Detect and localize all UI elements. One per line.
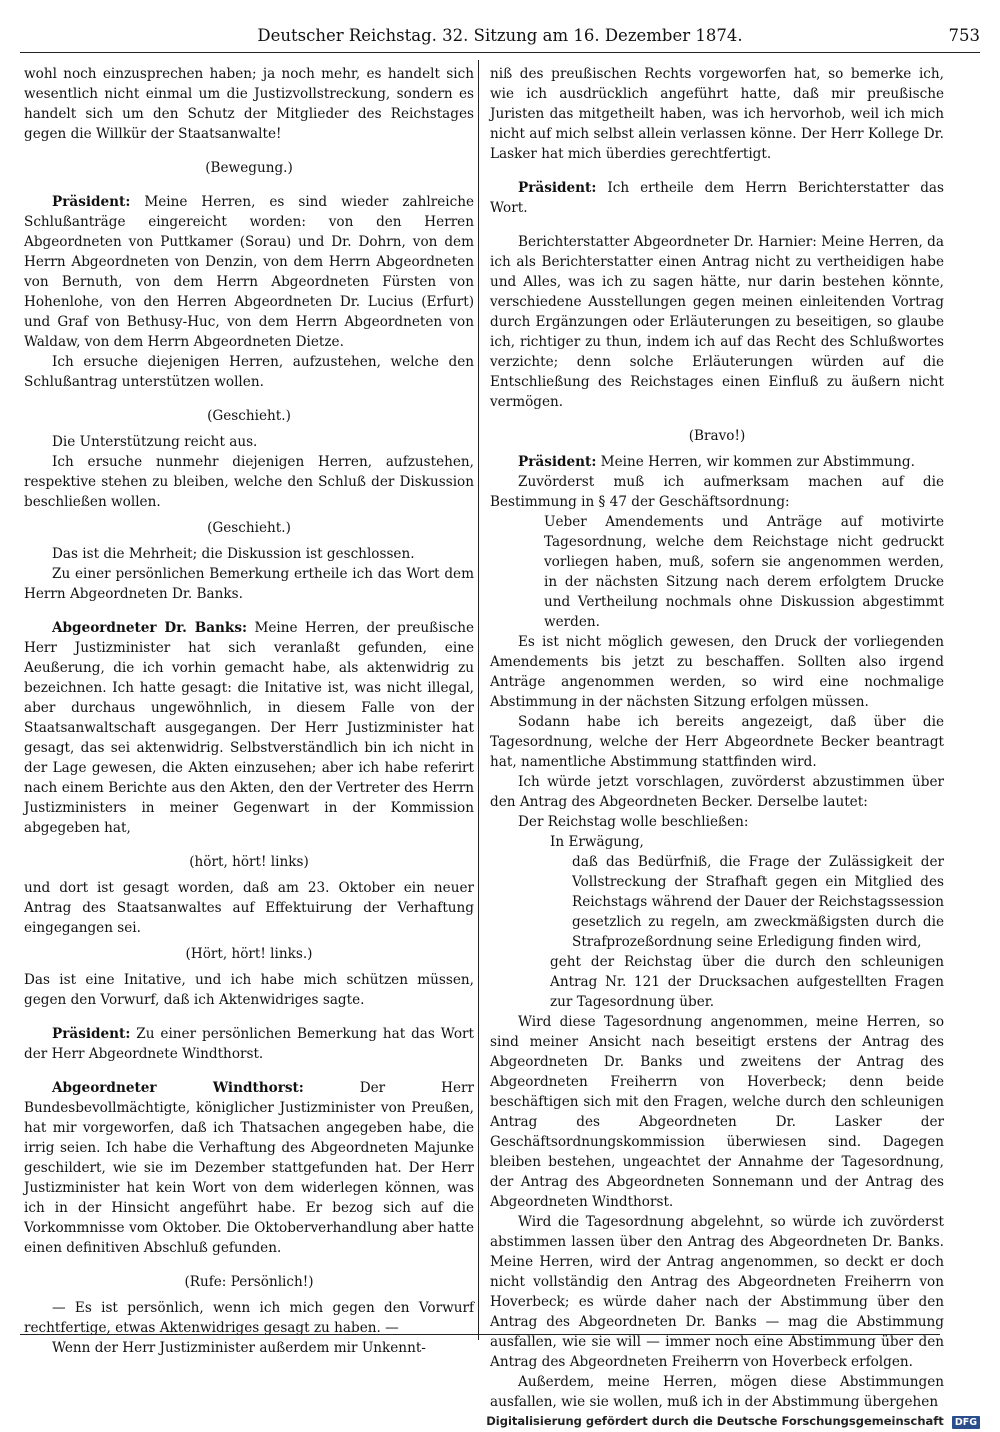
header-rule xyxy=(20,52,980,53)
speaker-name: Präsident: xyxy=(518,454,597,470)
interjection: (Bravo!) xyxy=(688,428,746,444)
left-column xyxy=(24,64,474,1358)
paragraph: Es ist nicht möglich gewesen, den Druck der vorliegenden Amendements bis jetzt zu beschaffen. Sollten also irgend Anträge angenommen werden, so wird eine nochmalige Abstimmung in der nächsten Sitzung erfolgen müssen. xyxy=(490,634,944,710)
interjection: (Geschieht.) xyxy=(207,520,291,536)
paragraph: Wenn der Herr Justizminister außerdem mir Unkennt- xyxy=(52,1340,426,1356)
paragraph: Das ist eine Initative, und ich habe mich schützen müssen, gegen den Vorwurf, daß ich Aktenwidriges sagte. xyxy=(24,972,474,1008)
paragraph: Sodann habe ich bereits angezeigt, daß über die Tagesordnung, welche der Herr Abgeordnete Becker beantragt hat, namentliche Abstimmung stattfinden wird. xyxy=(490,714,944,770)
paragraph: — Es ist persönlich, wenn ich mich gegen den Vorwurf rechtfertige, etwas Aktenwidriges gesagt zu haben. — xyxy=(24,1300,474,1336)
paragraph: Ich ersuche nunmehr diejenigen Herren, aufzustehen, respektive stehen zu bleiben, welche den Schluß der Diskussion beschließen wollen. xyxy=(24,454,474,510)
speaker-name: Präsident: xyxy=(52,194,131,210)
footer-text: Digitalisierung gefördert durch die Deutsche Forschungsgemeinschaft xyxy=(486,1414,944,1428)
right-column xyxy=(490,64,944,1412)
speaker-name: Präsident: xyxy=(52,1026,131,1042)
paragraph: Zu einer persönlichen Bemerkung ertheile ich das Wort dem Herrn Abgeordneten Dr. Banks. xyxy=(24,566,474,602)
footer-rule xyxy=(20,1334,940,1335)
speaker-name: Abgeordneter Dr. Banks: xyxy=(52,620,247,636)
dfg-logo-icon: DFG xyxy=(952,1416,980,1429)
paragraph: Zuvörderst muß ich aufmerksam machen auf die Bestimmung in § 47 der Geschäftsordnung: xyxy=(490,474,944,510)
paragraph: Präsident: Meine Herren, wir kommen zur Abstimmung. xyxy=(518,454,915,470)
paragraph: Das ist die Mehrheit; die Diskussion ist geschlossen. xyxy=(52,546,415,562)
paragraph: wohl noch einzusprechen haben; ja noch mehr, es handelt sich wesentlich nicht einmal um die Justizvollstreckung, sondern es handelt sich um den Schutz der Mitglieder des Reichstages gegen die Willkür der Staatsanwalte! xyxy=(24,66,474,142)
paragraph: Präsident: Ich ertheile dem Herrn Berichterstatter das Wort. xyxy=(490,180,944,216)
page-number: 753 xyxy=(948,26,980,45)
motion-clause: geht der Reichstag über die durch den schleunigen Antrag Nr. 121 der Drucksachen aufgestellten Fragen zur Tagesordnung über. xyxy=(550,954,944,1010)
page-header xyxy=(20,26,980,54)
speaker-name: Präsident: xyxy=(518,180,597,196)
paragraph: Wird die Tagesordnung abgelehnt, so würde ich zuvörderst abstimmen lassen über den Antrag des Abgeordneten Dr. Banks. Meine Herren, wird der Antrag angenommen, so deckt er doch nicht vollständig den Antrag des Abgeordneten Freiherrn von Hoverbeck; es würde daher nach der Abstimmung über den Antrag des Abgeordneten Dr. Banks — mag die Abstimmung ausfallen, wie sie will — immer noch eine Abstimmung über den Antrag des Abgeordneten Freiherrn von Hoverbeck erfolgen. xyxy=(490,1214,944,1370)
interjection: (Hört, hört! links.) xyxy=(185,946,313,962)
interjection: (hört, hört! links) xyxy=(189,854,309,870)
header-title: Deutscher Reichstag. 32. Sitzung am 16. Dezember 1874. xyxy=(257,26,743,45)
speaker-name: Berichterstatter Abgeordneter Dr. Harnier: xyxy=(518,234,817,250)
paragraph: Abgeordneter Dr. Banks: Meine Herren, der preußische Herr Justizminister hat sich veranlaßt gefunden, eine Aeußerung, die ich vorhin gemacht habe, als aktenwidrig zu bezeichnen. Ich hatte gesagt: die Initative ist, was nicht illegal, aber durchaus ungewöhnlich, in diesem Falle von der Staatsanwaltschaft ausgegangen. Der Herr Justizminister hat gesagt, das sei aktenwidrig. Selbstverständlich bin ich nicht in der Lage gewesen, die Akten einzusehen; aber ich habe referirt nach einem Berichte aus den Akten, den der Vertreter des Herrn Justizministers in meiner Gegenwart in der Kommission abgegeben hat, xyxy=(24,620,474,836)
paragraph: Ich ersuche diejenigen Herren, aufzustehen, welche den Schlußantrag unterstützen wollen. xyxy=(24,354,474,390)
quoted-rule: Ueber Amendements und Anträge auf motivirte Tagesordnung, welche dem Reichstage nicht gedruckt vorliegen haben, muß, sofern sie angenommen werden, in der nächsten Sitzung nach derem erfolgtem Drucke und Vertheilung nochmals ohne Diskussion abgestimmt werden. xyxy=(544,514,944,630)
paragraph: niß des preußischen Rechts vorgeworfen hat, so bemerke ich, wie ich ausdrücklich angeführt hatte, daß mir preußische Juristen das mitgetheilt haben, was ich hervorhob, weil ich mich nicht auf mich selbst allein verlassen könne. Der Herr Kollege Dr. Lasker hat mich überdies gerechtfertigt. xyxy=(490,66,944,162)
paragraph: Präsident: Zu einer persönlichen Bemerkung hat das Wort der Herr Abgeordnete Windthorst. xyxy=(24,1026,474,1062)
paragraph: Wird diese Tagesordnung angenommen, meine Herren, so sind meiner Ansicht nach beseitigt erstens der Antrag des Abgeordneten Dr. Banks und zweitens der Antrag des Abgeordneten Freiherrn von Hoverbeck; denn beide beschäftigen sich mit den Fragen, welche durch den schleunigen Antrag des Abgeordneten Dr. Lasker der Geschäftsordnungskommission überwiesen sind. Dagegen bleiben bestehen, ungeachtet der Annahme der Tagesordnung, der Antrag des Abgeordneten Sonnemann und der Antrag des Abgeordneten Windthorst. xyxy=(490,1014,944,1210)
paragraph: Berichterstatter Abgeordneter Dr. Harnier: Meine Herren, da ich als Berichterstatter einen Antrag nicht zu vertheidigen habe und Alles, was ich zu sagen hätte, nur darin bestehen könnte, verschiedene Ausstellungen gegen meinen einleitenden Vortrag durch Ergänzungen oder Erläuterungen zu beseitigen, so glaube ich, richtiger zu thun, indem ich auf das Recht des Schlußwortes verzichte; denn solche Erläuterungen würden auf die Entschließung des Reichstages einen Einfluß zu äußern nicht vermögen. xyxy=(490,234,944,410)
speaker-name: Abgeordneter Windthorst: xyxy=(52,1080,304,1096)
column-divider xyxy=(478,60,479,1340)
footer-credit xyxy=(486,1414,980,1429)
interjection: (Bewegung.) xyxy=(205,160,293,176)
paragraph: Die Unterstützung reicht aus. xyxy=(52,434,258,450)
paragraph: Ich würde jetzt vorschlagen, zuvörderst abzustimmen über den Antrag des Abgeordneten Becker. Derselbe lautet: xyxy=(490,774,944,810)
paragraph: Präsident: Meine Herren, es sind wieder zahlreiche Schlußanträge eingereicht worden: von den Herren Abgeordneten von Puttkamer (Sorau) und Dr. Dohrn, von dem Herrn Abgeordneten von Denzin, von dem Herrn Abgeordneten von Bernuth, von dem Herrn Abgeordneten Fürsten von Hohenlohe, von den Herren Abgeordneten Dr. Lucius (Erfurt) und Graf von Bethusy-Huc, von dem Herrn Abgeordneten von Waldaw, von dem Herrn Abgeordneten Dietze. xyxy=(24,194,474,350)
motion-intro: Der Reichstag wolle beschließen: xyxy=(518,814,749,830)
motion-clause: daß das Bedürfniß, die Frage der Zulässigkeit der Vollstreckung der Strafhaft gegen ein Mitglied des Reichstags während der Dauer der Reichstagssession gesetzlich zu regeln, am zweckmäßigsten durch die Strafprozeßordnung seine Erledigung finden wird, xyxy=(572,854,944,950)
interjection: (Geschieht.) xyxy=(207,408,291,424)
motion-line: In Erwägung, xyxy=(550,834,644,850)
interjection: (Rufe: Persönlich!) xyxy=(184,1274,314,1290)
paragraph: Abgeordneter Windthorst: Der Herr Bundesbevollmächtigte, königlicher Justizminister von Preußen, hat mir vorgeworfen, daß ich Thatsachen angegeben habe, die irrig seien. Ich habe die Verhaftung des Abgeordneten Majunke geschildert, wie sie im Dezember stattgefunden hat. Der Herr Justizminister hat kein Wort von dem widerlegen können, was ich in der Hinsicht angeführt habe. Er bezog sich auf die Vorkommnisse vom Oktober. Die Oktoberverhandlung aber hatte einen definitiven Abschluß gefunden. xyxy=(24,1080,474,1256)
paragraph: und dort ist gesagt worden, daß am 23. Oktober ein neuer Antrag des Staatsanwaltes auf Effektuirung der Verhaftung eingegangen sei. xyxy=(24,880,474,936)
paragraph: Außerdem, meine Herren, mögen diese Abstimmungen ausfallen, wie sie wollen, muß ich in der Abstimmung übergehen xyxy=(490,1374,944,1410)
